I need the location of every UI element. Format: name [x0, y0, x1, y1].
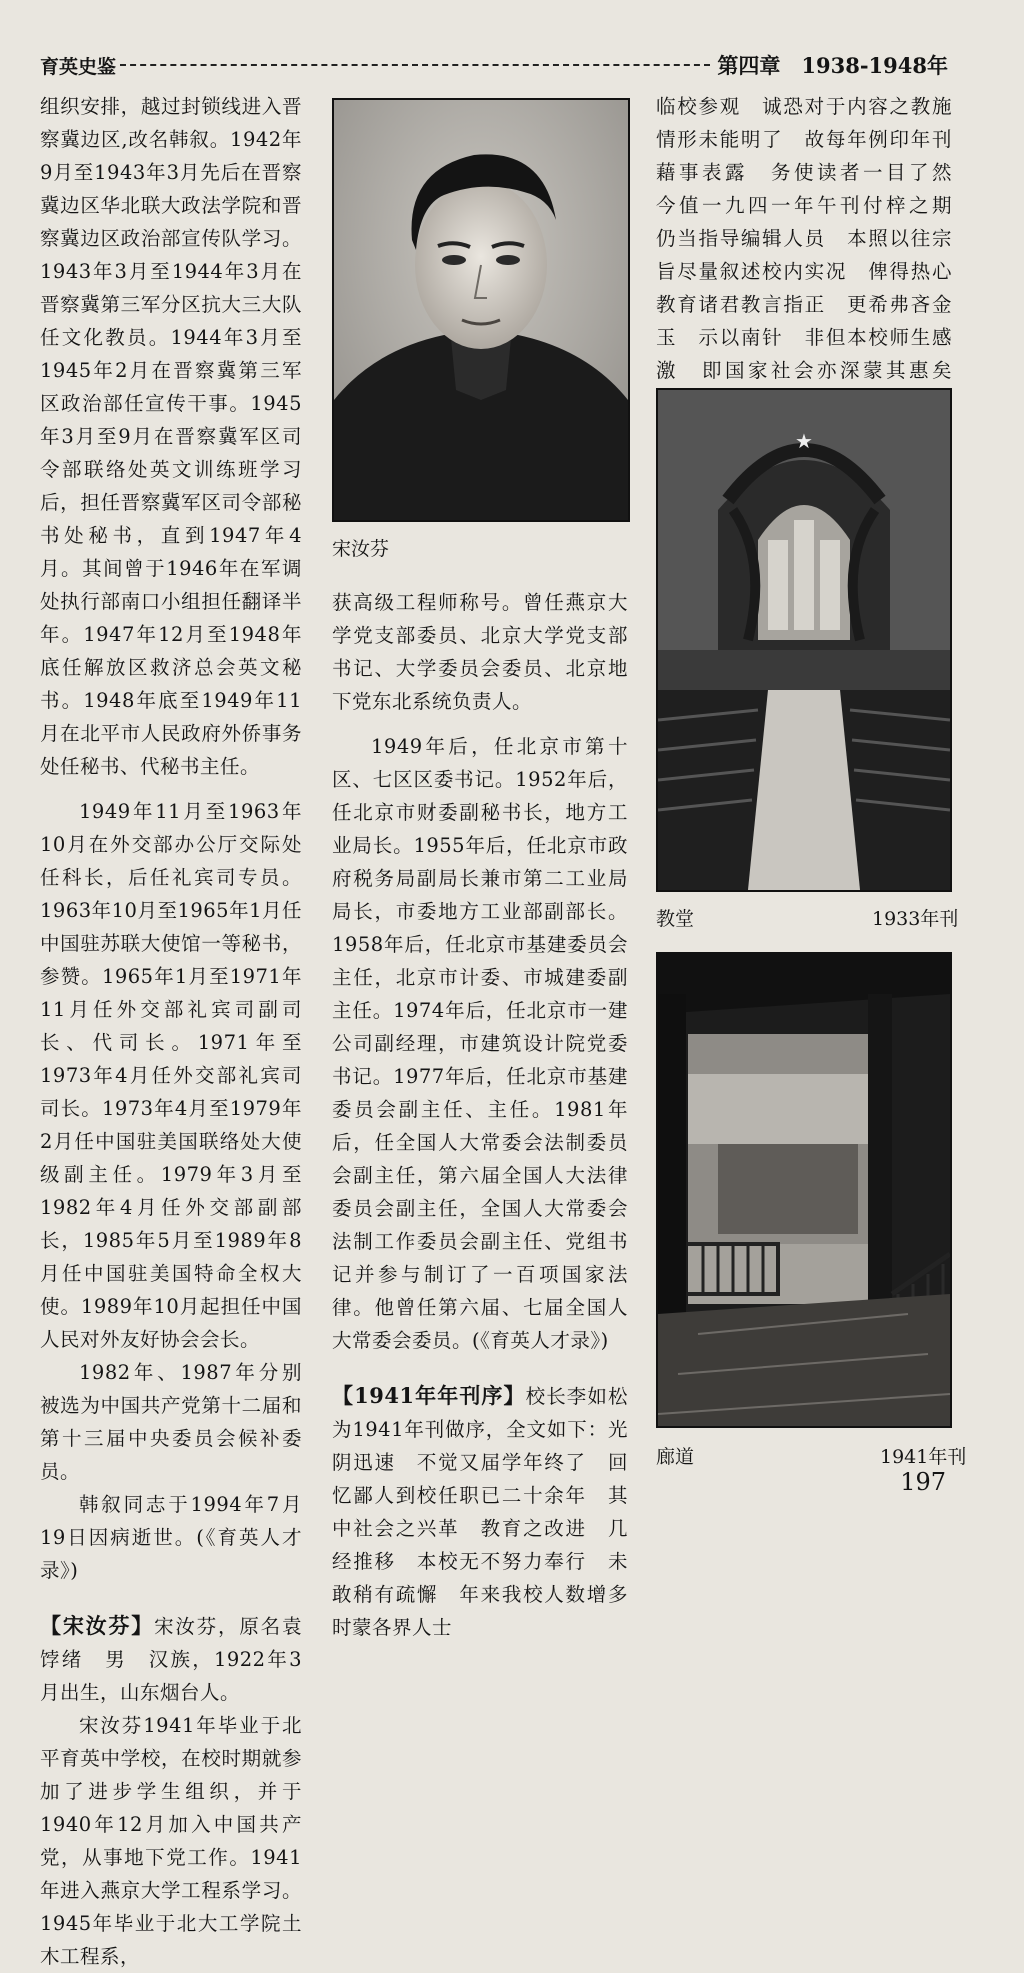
church-illustration	[658, 390, 950, 890]
star-icon: ★	[795, 429, 813, 453]
preface-entry	[332, 1379, 649, 1644]
han-xu-bio-part1: 组织安排，越过封锁线进入晋察冀边区,改名韩叙。1942年9月至1943年3月先后在晋察冀边区华北联大政法学院和晋察冀边区政治部宣传队学习。1943年3月至1944年3月在晋察冀第三军分区抗大三大队任文化教员。1944年3月至1945年2月在晋察冀第三军区政治部任宣传干事。1945年3月至9月在晋察冀军区司令部联络处英文训练班学习后，担任晋察冀军区司令部秘书处秘书，直到1947年4月。其间曾于1946年在军调处执行部南口小组担任翻译半年。1947年12月至1948年底任解放区救济总会英文秘书。1948年底至1949年11月在北平市人民政府外侨事务处任秘书、代秘书主任。	[40, 95, 302, 778]
portrait-caption: 宋汝芬	[332, 538, 390, 560]
portrait-illustration	[334, 100, 628, 520]
han-xu-bio-part4: 韩叙同志于1994年7月19日因病逝世。(《育英人才录》)	[40, 1493, 302, 1582]
song-rufen-entry	[40, 1609, 302, 1709]
header-book-title: 育英史鉴	[40, 56, 117, 78]
left-column	[40, 90, 302, 1973]
corridor-caption: 廊道	[656, 1446, 695, 1468]
portrait-photo	[332, 98, 630, 522]
song-rufen-intro: 宋汝芬，原名袁饽绪 男 汉族，1922年3月出生，山东烟台人。	[40, 1615, 302, 1704]
corridor-illustration	[658, 954, 950, 1426]
church-photo	[656, 388, 952, 892]
header-rule	[120, 64, 710, 66]
song-rufen-heading: 【宋汝芬】	[40, 1613, 155, 1638]
corridor-year: 1941年刊	[880, 1446, 967, 1468]
song-rufen-bio-cont2: 1949年后，任北京市第十区、七区区委书记。1952年后，任北京市财委副秘书长，地方工业局长。1955年后，任北京市政府税务局副局长兼市第二工业局局长，市委地方工业部副部长。1958年后，任北京市基建委员会主任，北京市计委、市城建委副主任。1974年后，任北京市一建公司副经理，市建筑设计院党委书记。1977年后，任北京市基建委员会副主任、主任。1981年后，任全国人大常委会法制委员会副主任，第六届全国人大法律委员会副主任，全国人大常委会法制工作委员会副主任、党组书记并参与制订了一百项国家法律。他曾任第六届、七届全国人大常委会委员。(《育英人才录》)	[332, 735, 628, 1352]
preface-heading: 【1941年年刊序】	[332, 1383, 526, 1408]
church-caption: 教堂	[656, 908, 695, 930]
preface-intro: 校长李如松为1941年刊做序，全文如下：光阴迅速 不觉又届学年终了 回忆鄙人到校任职已二十余年 其中社会之兴革 教育之改进 几经推移 本校无不努力奉行 未敢稍有疏懈 年来我校人数增多 时蒙各界人士	[332, 1385, 649, 1639]
song-rufen-bio-cont1: 获高级工程师称号。曾任燕京大学党支部委员、北京大学党支部书记、大学委员会委员、北京地下党东北系统负责人。	[332, 591, 628, 713]
page-number: 197	[900, 1468, 946, 1496]
song-rufen-bio: 宋汝芬1941年毕业于北平育英中学校，在校时期就参加了进步学生组织，并于1940年12月加入中国共产党，从事地下党工作。1941年进入燕京大学工程系学习。1945年毕业于北大工学院土木工程系，	[40, 1714, 302, 1968]
running-header	[40, 48, 948, 78]
church-year: 1933年刊	[872, 908, 959, 930]
corridor-photo	[656, 952, 952, 1428]
middle-column	[332, 586, 649, 1644]
han-xu-bio-part2: 1949年11月至1963年10月在外交部办公厅交际处任科长，后任礼宾司专员。1963年10月至1965年1月任中国驻苏联大使馆一等秘书，参赞。1965年1月至1971年11月任外交部礼宾司副司长、代司长。1971年至1973年4月任外交部礼宾司司长。1973年4月至1979年2月任中国驻美国联络处大使级副主任。1979年3月至1982年4月任外交部副部长，1985年5月至1989年8月任中国驻美国特命全权大使。1989年10月起担任中国人民对外友好协会会长。	[40, 800, 302, 1351]
preface-continued: 临校参观 诚恐对于内容之教施情形未能明了 故每年例印年刊 藉事表露 务使读者一目了然 今值一九四一年午刊付梓之期 仍当指导编辑人员 本照以往宗旨尽量叙述校内实况 俾得热心教育诸君教言指正 更希弗吝金玉 示以南针 非但本校师生感激 即国家社会亦深蒙其惠矣	[656, 95, 952, 382]
header-chapter: 第四章 1938-1948年	[717, 53, 948, 78]
right-column-text	[656, 90, 952, 420]
han-xu-bio-part3: 1982年、1987年分别被选为中国共产党第十二届和第十三届中央委员会候补委员。	[40, 1361, 302, 1483]
